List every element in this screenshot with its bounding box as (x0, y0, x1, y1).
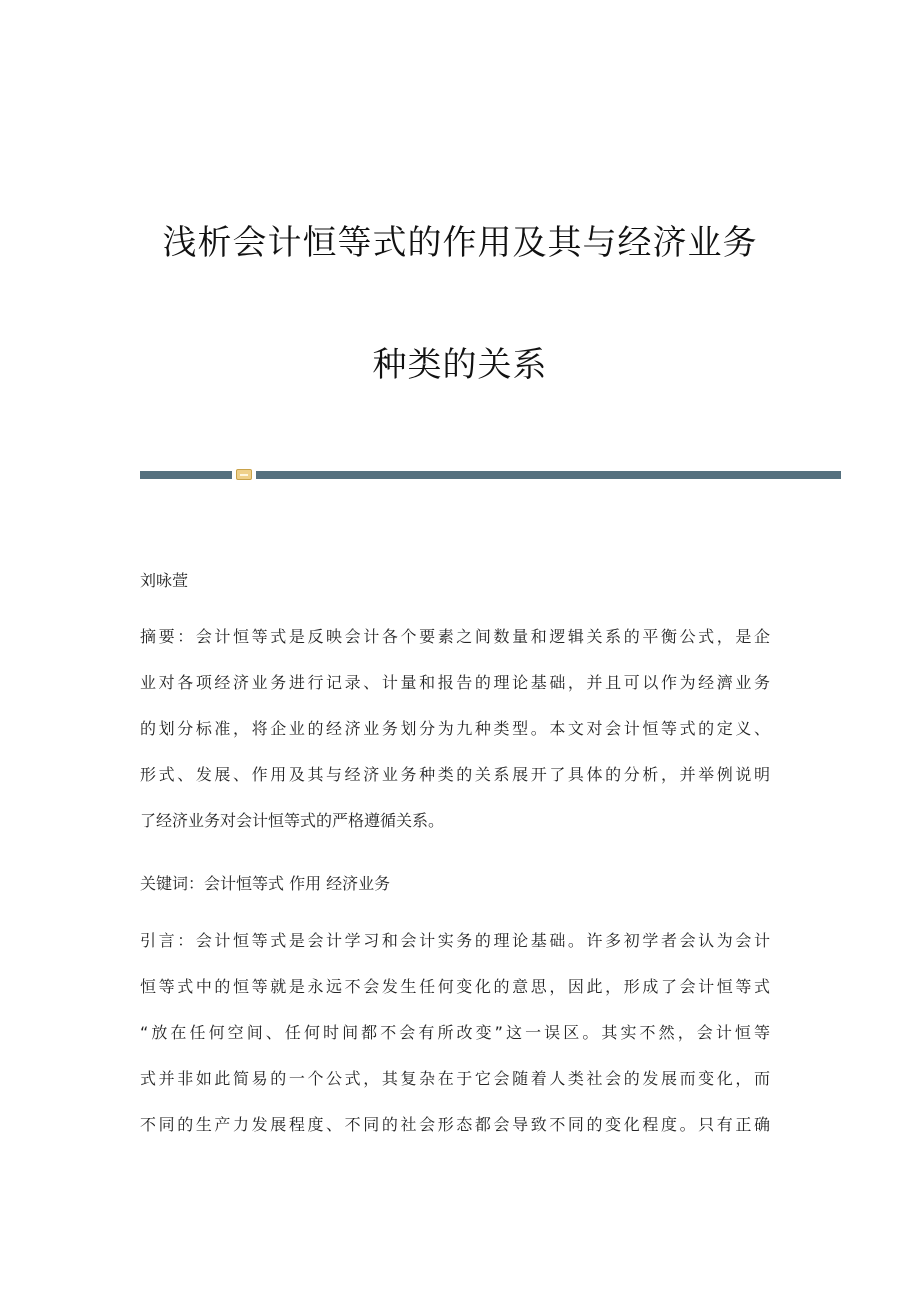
abstract-line: 业对各项经济业务进行记录、计量和报告的理论基础，并且可以作为经濟业务 (140, 673, 770, 692)
abstract-line: 的划分标准，将企业的经济业务划分为九种类型。本文对会计恒等式的定义、 (140, 719, 770, 738)
intro-line: “放在任何空间、任何时间都不会有所改变”这一误区。其实不然，会计恒等 (140, 1023, 770, 1042)
intro-line: 式并非如此简易的一个公式，其复杂在于它会随着人类社会的发展而变化，而 (140, 1069, 770, 1088)
title-divider-left (140, 471, 232, 479)
abstract-line: 了经济业务对会计恒等式的严格遵循关系。 (140, 811, 445, 830)
intro-line: 恒等式中的恒等就是永远不会发生任何变化的意思，因此，形成了会计恒等式 (140, 977, 770, 996)
title-divider-right (256, 471, 841, 479)
abstract-line: 形式、发展、作用及其与经济业务种类的关系展开了具体的分析，并举例说明 (140, 765, 770, 784)
abstract-line: 摘要：会计恒等式是反映会计各个要素之间数量和逻辑关系的平衡公式，是企 (140, 627, 770, 646)
author-name: 刘咏萱 (140, 571, 189, 590)
intro-line: 引言：会计恒等式是会计学习和会计实务的理论基础。许多初学者会认为会计 (140, 931, 770, 950)
keywords-line: 关键词：会计恒等式 作用 经济业务 (140, 874, 391, 893)
title-line-2: 种类的关系 (372, 344, 548, 385)
title-line-1: 浅析会计恒等式的作用及其与经济业务 (162, 222, 758, 263)
divider-ornament-icon (236, 469, 252, 480)
intro-line: 不同的生产力发展程度、不同的社会形态都会导致不同的变化程度。只有正确 (140, 1115, 770, 1134)
